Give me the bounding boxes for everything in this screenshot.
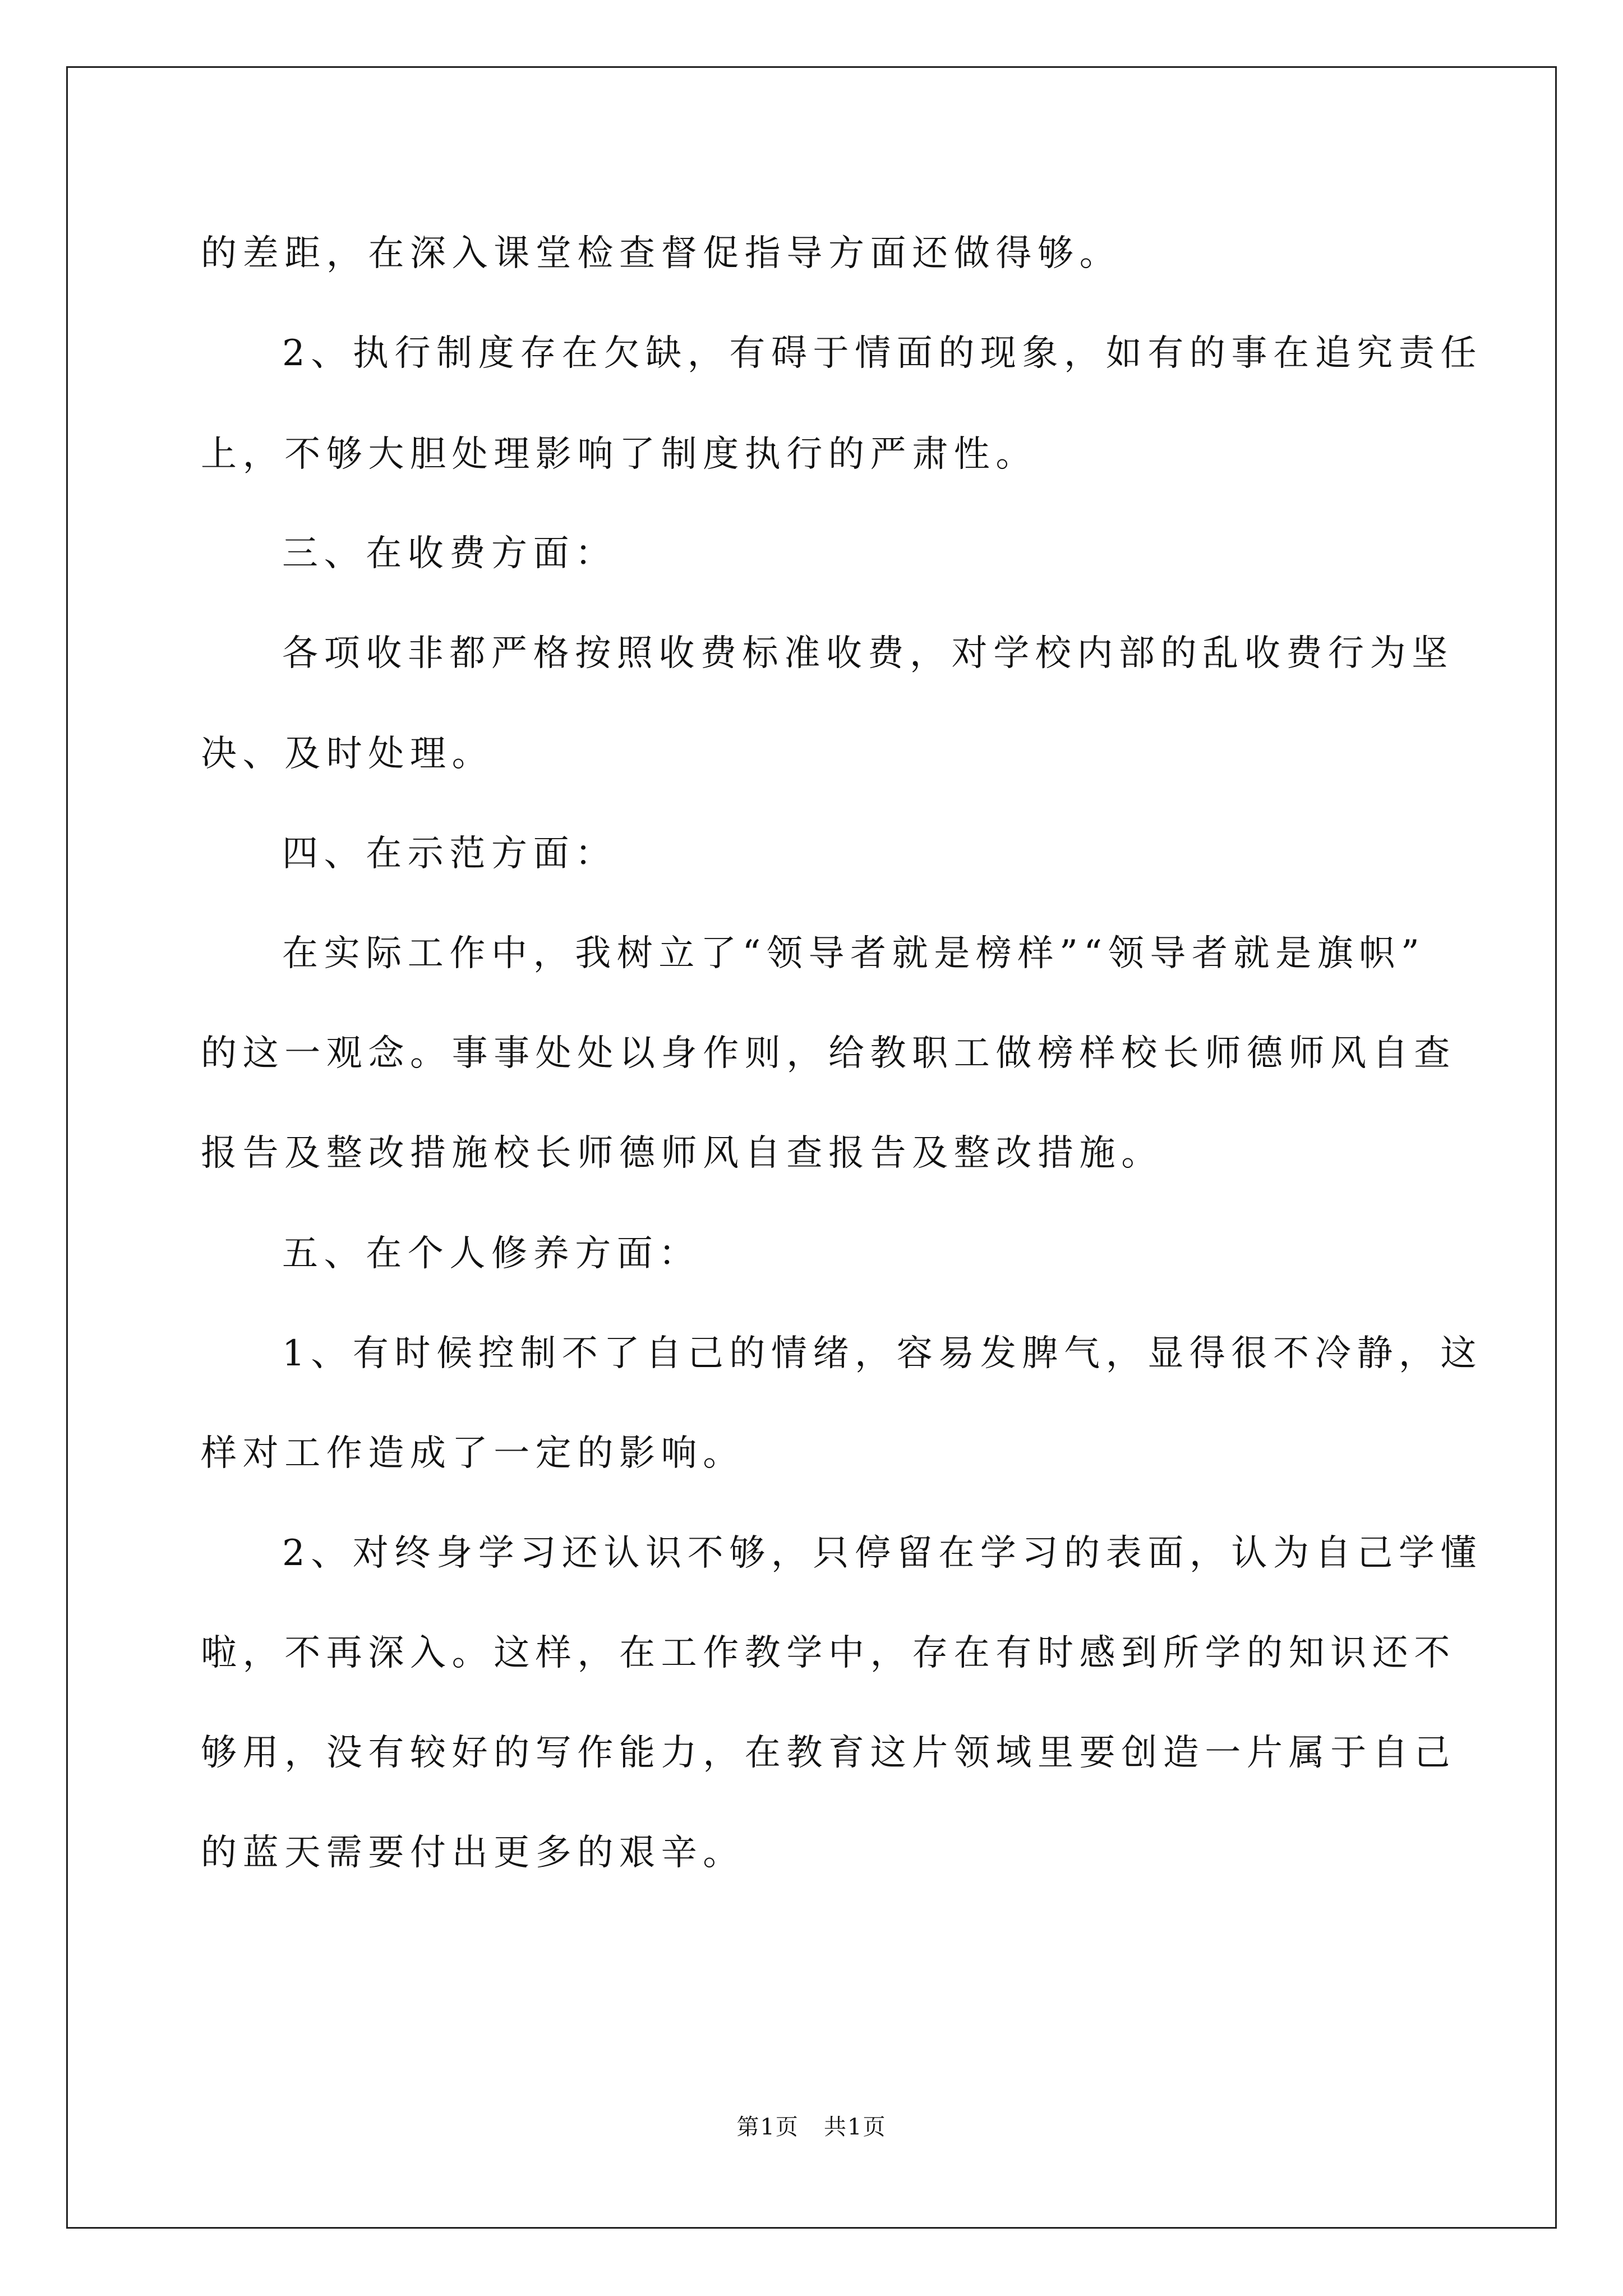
section-heading-3: 三、在收费方面：: [282, 533, 617, 574]
text-line-9: 的这一观念。事事处处以身作则，给教职工做榜样校长师德师风自查: [201, 1033, 1456, 1074]
page-footer: 第1页 共1页: [736, 2114, 887, 2140]
text-line-10: 报告及整改措施校长师德师风自查报告及整改措施。: [201, 1133, 1163, 1174]
text-line-5: 各项收非都严格按照收费标准收费，对学校内部的乱收费行为坚: [282, 633, 1454, 674]
text-line-2: 2、执行制度存在欠缺，有碍于情面的现象，如有的事在追究责任: [282, 333, 1483, 374]
text-line-3: 上，不够大胆处理影响了制度执行的严肃性。: [201, 434, 1038, 475]
text-line-14: 2、对终身学习还认识不够，只停留在学习的表面，认为自己学懂: [282, 1533, 1483, 1574]
text-line-12: 1、有时候控制不了自己的情绪，容易发脾气，显得很不冷静，这: [282, 1333, 1483, 1374]
text-line-17: 的蓝天需要付出更多的艰辛。: [201, 1832, 745, 1874]
text-line-1: 的差距，在深入课堂检查督促指导方面还做得够。: [201, 233, 1122, 274]
text-line-13: 样对工作造成了一定的影响。: [201, 1433, 745, 1474]
text-line-15: 啦，不再深入。这样，在工作教学中，存在有时感到所学的知识还不: [201, 1632, 1456, 1674]
text-line-8: 在实际工作中，我树立了“领导者就是榜样”“领导者就是旗帜”: [282, 933, 1426, 974]
section-heading-5: 五、在个人修养方面：: [282, 1233, 700, 1274]
text-line-16: 够用，没有较好的写作能力，在教育这片领域里要创造一片属于自己: [201, 1732, 1456, 1774]
section-heading-4: 四、在示范方面：: [282, 833, 617, 875]
text-line-6: 决、及时处理。: [201, 733, 494, 775]
